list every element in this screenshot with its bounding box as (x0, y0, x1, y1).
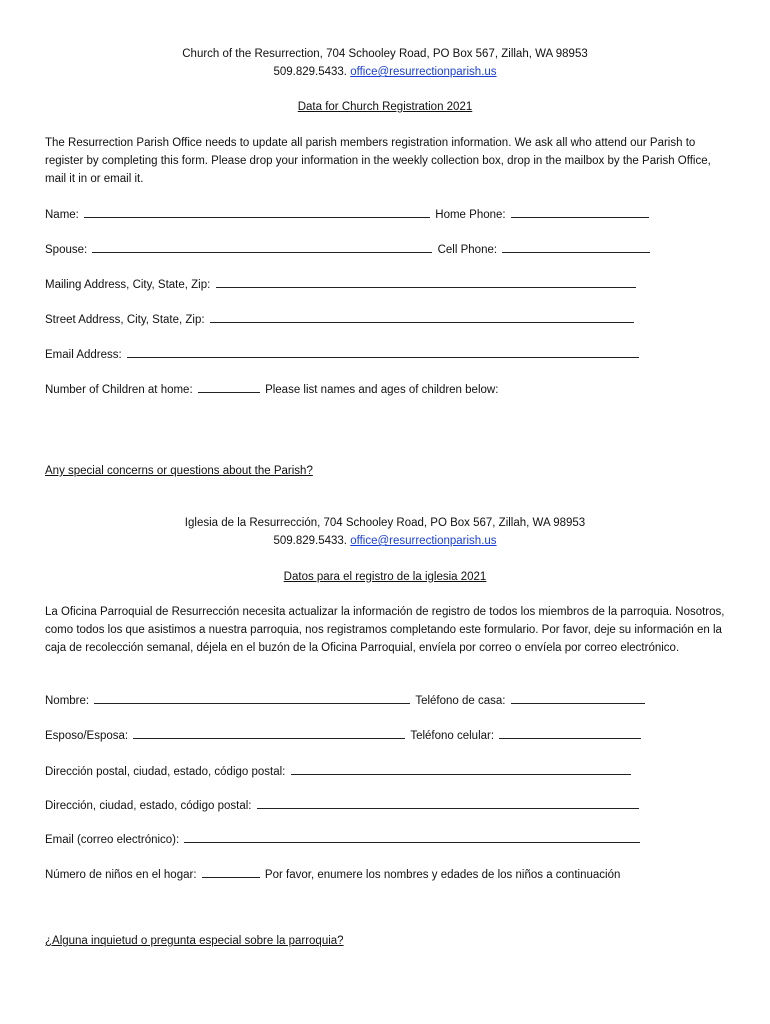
church-address-header: Church of the Resurrection, 704 Schooley Road, PO Box 567, Zillah, WA 98953 (182, 48, 588, 60)
telefono-celular-label: Teléfono celular: (410, 730, 495, 742)
ninos-count-field[interactable] (202, 865, 260, 878)
name-field[interactable] (84, 205, 430, 218)
ninos-note: Por favor, enumere los nombres y edades de los niños a continuación (264, 869, 621, 881)
concerns-row (45, 465, 313, 477)
spouse-label: Spouse: (45, 244, 88, 256)
children-count-field[interactable] (198, 380, 260, 393)
name-row (45, 205, 651, 221)
children-row (45, 380, 498, 396)
email-field-es[interactable] (184, 830, 640, 843)
inquietud-row (45, 935, 344, 947)
telefono-casa-label: Teléfono de casa: (415, 695, 506, 707)
email-label-es: Email (correo electrónico): (45, 834, 180, 846)
direccion-postal-field[interactable] (291, 762, 631, 775)
office-email-link-es[interactable]: office@resurrectionparish.us (350, 535, 497, 547)
form-title-text: Data for Church Registration 2021 (297, 101, 473, 113)
intro-paragraph: The Resurrection Parish Office needs to update all parish members registration information. We ask all who attend our Parish to register by completing this form. Please drop your information in the weekly collection box, drop in the mailbox by the Parish Office, mail it in or email it. (45, 137, 711, 185)
email-row (45, 345, 641, 361)
ninos-row (45, 865, 620, 881)
intro-paragraph-es: La Oficina Parroquial de Resurrección necesita actualizar la información de registro de todos los miembros de la parroquia. Nosotros, como todos los que asistimos a nuestra parroquia, nos registramos completando este formulario. Por favor, deje su información en la caja de recolección semanal, déjela en el buzón de la Oficina Parroquial, envíela por correo o envíela por correo electrónico. (45, 606, 725, 654)
ninos-label: Número de niños en el hogar: (45, 869, 197, 881)
direccion-label: Dirección, ciudad, estado, código postal: (45, 800, 252, 812)
children-note: Please list names and ages of children below: (265, 384, 499, 396)
office-email-link[interactable]: office@resurrectionparish.us (350, 66, 497, 78)
street-address-label: Street Address, City, State, Zip: (45, 314, 205, 326)
direccion-row (45, 796, 641, 812)
church-address-header-es: Iglesia de la Resurrección, 704 Schooley Road, PO Box 567, Zillah, WA 98953 (184, 517, 586, 529)
street-address-row (45, 310, 636, 326)
name-label: Name: (45, 209, 79, 221)
nombre-label: Nombre: (45, 695, 90, 707)
cell-phone-field[interactable] (502, 240, 650, 253)
spouse-field[interactable] (92, 240, 432, 253)
street-address-field[interactable] (210, 310, 634, 323)
mailing-address-field[interactable] (216, 275, 636, 288)
direccion-field[interactable] (257, 796, 639, 809)
form-title-text-es: Datos para el registro de la iglesia 2021 (283, 571, 487, 583)
esposo-label: Esposo/Esposa: (45, 730, 129, 742)
telefono-celular-field[interactable] (499, 726, 641, 739)
home-phone-field[interactable] (511, 205, 649, 218)
children-label: Number of Children at home: (45, 384, 193, 396)
spouse-row (45, 240, 652, 256)
mailing-address-row (45, 275, 638, 291)
email-label: Email Address: (45, 349, 122, 361)
direccion-postal-row (45, 762, 633, 778)
form-title-es (0, 571, 770, 583)
cell-phone-label: Cell Phone: (437, 244, 498, 256)
email-field[interactable] (127, 345, 639, 358)
contact-line-es (0, 535, 770, 547)
phone-number-es: 509.829.5433. (273, 535, 347, 547)
form-title (0, 101, 770, 113)
concerns-label: Any special concerns or questions about the Parish? (45, 465, 313, 477)
mailing-address-label: Mailing Address, City, State, Zip: (45, 279, 211, 291)
inquietud-label: ¿Alguna inquietud o pregunta especial sobre la parroquia? (45, 935, 344, 947)
esposo-row (45, 726, 643, 742)
home-phone-label: Home Phone: (435, 209, 506, 221)
telefono-casa-field[interactable] (511, 691, 645, 704)
phone-number: 509.829.5433. (273, 66, 347, 78)
nombre-field[interactable] (94, 691, 410, 704)
email-row-es (45, 830, 642, 846)
direccion-postal-label: Dirección postal, ciudad, estado, código postal: (45, 766, 286, 778)
contact-line (0, 66, 770, 78)
nombre-row (45, 691, 647, 707)
esposo-field[interactable] (133, 726, 405, 739)
